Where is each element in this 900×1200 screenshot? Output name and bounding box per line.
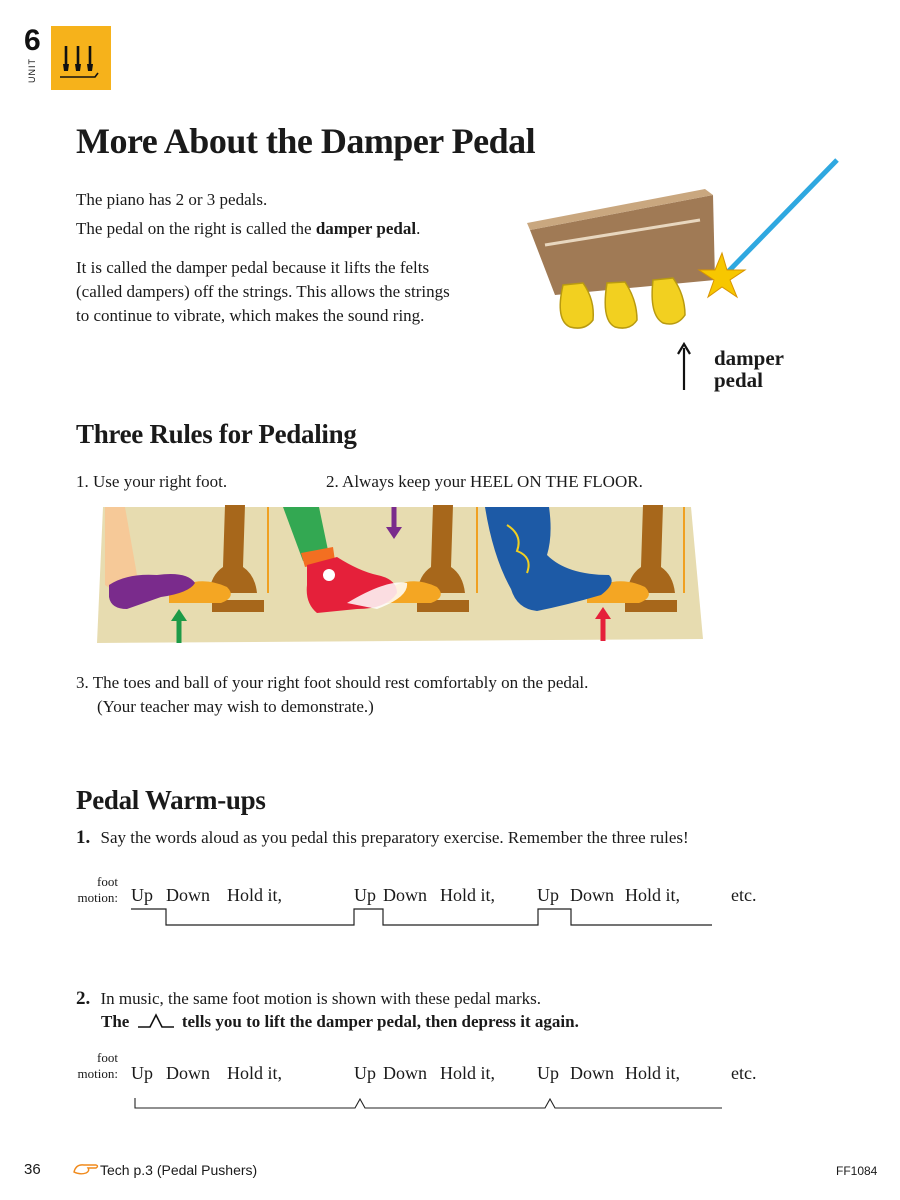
footer-reference: Tech p.3 (Pedal Pushers)	[100, 1162, 258, 1178]
pedal-set	[560, 278, 685, 328]
row1-word-up-1: Up	[131, 885, 153, 905]
feet-illustration	[97, 505, 707, 645]
row1-word-up-2: Up	[354, 885, 376, 905]
exercise-2-pedal-mark-explanation	[101, 1010, 579, 1034]
rules-heading: Three Rules for Pedaling	[76, 419, 357, 449]
row2-word-hold-2: Hold it,	[440, 1063, 496, 1083]
row1-word-etc: etc.	[731, 885, 757, 905]
foot-motion-1-line-1: foot	[97, 874, 118, 889]
row1-word-hold-1: Hold it,	[227, 885, 283, 905]
foot-motion-2-line-1: foot	[97, 1050, 118, 1065]
footer-code: FF1084	[836, 1164, 878, 1178]
unit-label	[28, 58, 40, 83]
intro-line-2-prefix: The pedal on the right is called the	[76, 219, 316, 238]
sneaker-star	[323, 569, 335, 581]
row2-word-hold-3: Hold it,	[625, 1063, 681, 1083]
exercise-2-number: 2.	[76, 988, 91, 1009]
unit-number: 6	[24, 24, 41, 57]
rule-3-line-2: (Your teacher may wish to demonstrate.)	[97, 697, 374, 716]
intro-paragraph	[76, 256, 450, 328]
intro-line-2	[76, 217, 420, 241]
unit-label-text: UNIT	[27, 58, 37, 83]
damper-arrow	[676, 342, 692, 397]
foot-motion-label-1	[74, 874, 118, 906]
rule-3-line-1: 3. The toes and ball of your right foot should rest comfortably on the pedal.	[76, 673, 589, 692]
row2-word-down-2: Down	[383, 1063, 427, 1083]
intro-para-line-3: to continue to vibrate, which makes the sound ring.	[76, 306, 425, 325]
intro-line-1: The piano has 2 or 3 pedals.	[76, 190, 268, 209]
arrow-up-icon	[676, 342, 692, 392]
intro-line-2-suffix: .	[416, 219, 421, 238]
row2-word-down-3: Down	[570, 1063, 614, 1083]
row1-word-down-3: Down	[570, 885, 614, 905]
pedal-mark-suffix: tells you to lift the damper pedal, then depress it again.	[181, 1012, 579, 1031]
rule-1: 1. Use your right foot.	[76, 472, 228, 491]
damper-pedal-label	[714, 347, 784, 391]
exercise-2	[76, 987, 541, 1011]
row2-word-etc: etc.	[731, 1063, 757, 1083]
exercise-2-text: In music, the same foot motion is shown with these pedal marks.	[100, 989, 542, 1008]
rule-2: 2. Always keep your HEEL ON THE FLOOR.	[326, 472, 643, 491]
intro-damper-bold: damper pedal	[315, 219, 417, 238]
rule-3	[76, 671, 588, 719]
row2-word-up-3: Up	[537, 1063, 559, 1083]
right-pedal	[652, 278, 685, 324]
pedal-mark-prefix: The	[101, 1012, 130, 1031]
exercise-1	[76, 826, 689, 850]
row1-word-down-2: Down	[383, 885, 427, 905]
row1-word-down-1: Down	[166, 885, 210, 905]
pedal-mark-icon	[136, 1013, 176, 1029]
hand-pointer-icon	[72, 1160, 100, 1176]
damper-label-line-2: pedal	[714, 368, 764, 392]
page-title: More About the Damper Pedal	[76, 121, 536, 161]
row2-word-hold-1: Hold it,	[227, 1063, 283, 1083]
piano-pedals-illustration	[525, 155, 845, 340]
foot-motion-line-1	[0, 905, 900, 929]
damper-label-line-1: damper	[714, 346, 784, 370]
exercise-1-text: Say the words aloud as you pedal this preparatory exercise. Remember the three rules!	[100, 828, 689, 847]
unit-badge	[51, 26, 111, 90]
row2-word-up-2: Up	[354, 1063, 376, 1083]
middle-pedal	[605, 282, 637, 328]
row1-word-hold-3: Hold it,	[625, 885, 681, 905]
foot-motion-2-line-2: motion:	[77, 1066, 118, 1081]
light-beam	[720, 160, 837, 280]
warmups-heading: Pedal Warm-ups	[76, 785, 266, 815]
pedals-icon	[51, 26, 111, 90]
exercise-1-number: 1.	[76, 827, 91, 848]
pedal-mark-line	[0, 1094, 900, 1114]
row1-word-up-3: Up	[537, 885, 559, 905]
row2-word-up-1: Up	[131, 1063, 153, 1083]
intro-para-line-2: (called dampers) off the strings. This allows the strings	[76, 282, 450, 301]
row1-word-hold-2: Hold it,	[440, 885, 496, 905]
intro-para-line-1: It is called the damper pedal because it lifts the felts	[76, 258, 430, 277]
foot-motion-label-2	[74, 1050, 118, 1082]
foot-motion-1-line-2: motion:	[77, 890, 118, 905]
page-number: 36	[24, 1161, 41, 1178]
row2-word-down-1: Down	[166, 1063, 210, 1083]
